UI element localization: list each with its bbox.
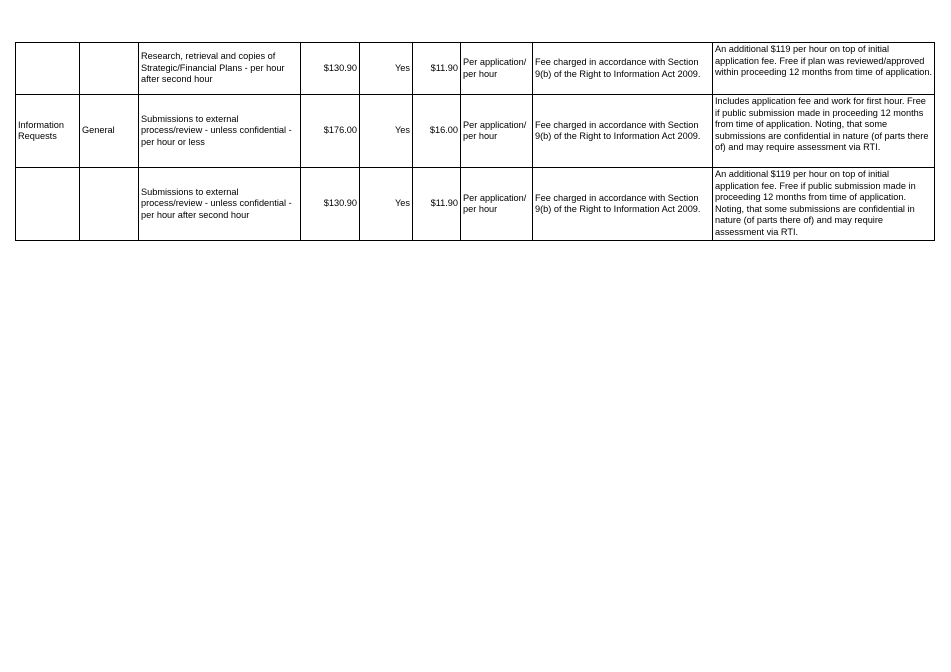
gst-amount-cell: $16.00 <box>413 95 461 168</box>
gst-applicable-cell: Yes <box>360 168 413 241</box>
unit-cell: Per application/ per hour <box>461 43 533 95</box>
category-cell <box>16 168 80 241</box>
gst-amount-cell: $11.90 <box>413 168 461 241</box>
gst-applicable-cell: Yes <box>360 95 413 168</box>
table-row <box>16 43 935 95</box>
category-cell <box>16 43 80 95</box>
basis-cell: Fee charged in accordance with Section 9(b) of the Right to Information Act 2009. <box>533 95 713 168</box>
notes-cell: An additional $119 per hour on top of initial application fee. Free if plan was reviewed/approved within proceeding 12 months from time of application. <box>713 43 935 95</box>
table-row <box>16 168 935 241</box>
fee-cell: $130.90 <box>301 43 360 95</box>
unit-cell: Per application/ per hour <box>461 95 533 168</box>
basis-cell: Fee charged in accordance with Section 9(b) of the Right to Information Act 2009. <box>533 168 713 241</box>
notes-cell: An additional $119 per hour on top of initial application fee. Free if public submission made in proceeding 12 months from time of application. Noting, that some submissions are confidential in nature (of parts there of) and may require assessment via RTI. <box>713 168 935 241</box>
subcategory-cell: General <box>80 95 139 168</box>
unit-cell: Per application/ per hour <box>461 168 533 241</box>
gst-amount-cell: $11.90 <box>413 43 461 95</box>
gst-applicable-cell: Yes <box>360 43 413 95</box>
description-cell: Research, retrieval and copies of Strategic/Financial Plans - per hour after second hour <box>139 43 301 95</box>
basis-cell: Fee charged in accordance with Section 9(b) of the Right to Information Act 2009. <box>533 43 713 95</box>
subcategory-cell <box>80 43 139 95</box>
description-cell: Submissions to external process/review - unless confidential - per hour or less <box>139 95 301 168</box>
description-cell: Submissions to external process/review - unless confidential - per hour after second hour <box>139 168 301 241</box>
fees-table <box>15 42 935 241</box>
category-cell: Information Requests <box>16 95 80 168</box>
subcategory-cell <box>80 168 139 241</box>
fee-cell: $130.90 <box>301 168 360 241</box>
table-row <box>16 95 935 168</box>
notes-cell: Includes application fee and work for first hour. Free if public submission made in proceeding 12 months from time of application. Noting, that some submissions are confidential in nature (of parts there of) and may require assessment via RTI. <box>713 95 935 168</box>
fee-cell: $176.00 <box>301 95 360 168</box>
